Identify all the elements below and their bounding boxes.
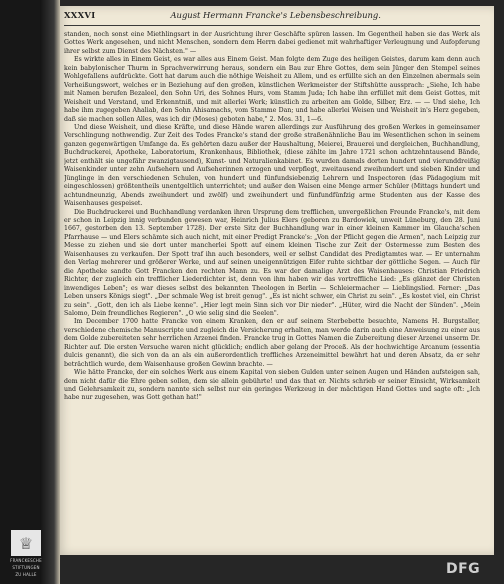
logo-line: STIFTUNGEN	[12, 565, 40, 570]
paragraph: Die Buchdruckerei und Buchhandlung verdanken ihren Ursprung dem trefflichen, unvergeßlichen Freunde Francke's, mit dem er schon in Leipzig innig verbunden gewesen war, Heinrich Julius Elers (geboren zu Bardowiek, unweit Lüneburg, den 28. Juni 1667, gestorben den 13. September 1728). Der erste Sitz der Buchhandlung war in einer kleinen Kammer im Glaucha'schen Pfarrhause — und Elers schämte sich auch nicht, mit einer Predigt Francke's: „Von der Pflicht gegen die Armen", nach Leipzig zur Messe zu ziehen und sie dort unter mancherlei Spott auf einem kleinen Tische zur Zeit der Ostermesse zum Besten des Waisenhauses zu verkaufen. Der Spott traf ihn auch besonders, weil er selbst Candidat des Predigtamtes war. — Er unternahm den Verlag mehrerer und größerer Werke, und auf seinen uneigennützigen Eifer ruhte sichtbar der göttliche Segen. — Auch für die Apotheke sandte Gott Francken den rechten Mann zu. Es war der damalige Arzt des Waisenhauses: Christian Friedrich Richter, der zugleich ein trefflicher Liederdichter ist, denn von ihm haben wir das vortreffliche Lied: „Es glänzet der Christen inwendiges Leben"; es war dieses selbst des bekannten Theologen in Berlin — Schleiermacher — Lieblingslied. Ferner: „Das Leben unsers Königs siegt". „Der schmale Weg ist breit genug". „Es ist nicht schwer, ein Christ zu sein". „Es kostet viel, ein Christ zu sein". „Gott, den ich als Liebe kenne". „Hier legt mein Sinn sich vor Dir nieder". „Hüter, wird die Nacht der Sünden". „Mein Salomo, Dein freundliches Regieren". „O wie selig sind die Seelen".	[64, 208, 480, 317]
book-gutter	[40, 0, 60, 584]
running-title: August Hermann Francke's Lebensbeschreibung.	[170, 10, 381, 20]
page-header	[64, 10, 480, 24]
paragraph: Im December 1700 hatte Francke von einem Kranken, den er auf seinem Sterbebette besuchte, Namens H. Burgstaller, verschiedene chemische Manuscripte und zugleich die Versicherung erhalten, man werde darin auch eine Anweisung zu einer aus dem Golde zubereiteten sehr herrlichen Arzenei finden. Francke trug in Gottes Namen die Zubereitung dieser Arzenei unserm Dr. Richter auf. Die ersten Versuche waren nicht glücklich; endlich aber gelang der Proceß. Als der hochwichtige Arcanum (essentia dulcis genannt), die sich von da an als ein außerordentlich treffliches Arzeneimittel bewährt hat und deren Absatz, da er sehr beträchtlich wurde, dem Waisenhause großen Gewinn brachte. —	[64, 318, 480, 368]
logo-line: ZU HALLE	[15, 572, 37, 577]
logo-line: FRANCKESCHE	[10, 558, 42, 563]
paragraph: standen, noch sonst eine Miethlingsart in der Ausrichtung ihrer Geschäfte spüren lassen. Im Gegentheil haben sie das Werk als Gottes Werk angesehen, und nicht Menschen, sondern dem Herrn dabei gedienet mit wahrhaftiger Verleugnung und Aufopferung ihrer selbst zum Dienst des Nächsten." —	[64, 31, 480, 55]
paragraph: Es wirkte alles in Einem Geist, es war alles aus Einem Geist. Man folgte dem Zuge des heiligen Geistes, darum kam denn auch kein babylonischer Thurm in Sprachverwirrung heraus, sondern ein Bau zur Ehre Gottes, dem sein Jünger den Stempel seines Wohlgefallens aufdrückte. Gott hat darum auch die nöthige Weisheit zu Allem, und es erfüllte sich an den Einzelnen abermals sein Verheißungswort, welches er in Beziehung auf den großen, künstlichen Werkmeister der Stiftshütte aussprach: „Siehe, Ich habe mit Namen berufen Bezaleel, den Sohn Uri, des Sohnes Hurs, vom Stamm Juda; Ich habe ihn erfüllet mit dem Geist Gottes, mit Weisheit und Verstand, und Erkenntniß, und mit allerlei Werk; künstlich zu arbeiten am Golde, Silber, Erz. — — Und siehe, Ich habe ihm zugegeben Ahaliab, den Sohn Ahisamachs, vom Stamme Dan; und habe allerlei Weisen und Weisheit in's Herz gegeben, daß sie machen sollen Alles, was ich dir (Moses) geboten habe," 2. Mos. 31, 1—6.	[64, 56, 480, 123]
crest-icon: ♕	[11, 530, 41, 556]
header-rule	[64, 25, 480, 26]
dfg-logo: DFG	[446, 561, 481, 577]
franckesche-stiftungen-logo	[6, 530, 46, 580]
page-body	[64, 31, 480, 547]
page-number: XXXVI	[64, 10, 96, 20]
paragraph: Wie hätte Francke, der ein solches Werk aus einem Kapital von sieben Gulden unter seinen Augen und Händen aufsteigen sah, dem nicht dafür die Ehre geben sollen, dem sie allein gebührte! und das that er. Nichts schrieb er seiner Einsicht, Wirksamkeit und Gelehrsamkeit zu, sondern nannte sich selbst nur ein geringes Werkzeug in der mächtigen Hand Gottes und sagte oft: „Ich habe nur zugesehen, was Gott gethan hat!"	[64, 369, 480, 402]
paragraph: Und diese Weisheit, und diese Kräfte, und diese Hände waren allerdings zur Ausführung des großen Werkes in gemeinsamer Verschlingung nothwendig. Zur Zeit des Todes Francke's stand der große straßenähnliche Bau im Wesentlichen schon in seinem ganzen gegenwärtigen Umfange da. Es gehörten dazu außer der Haushaltung, Meierei, Brauerei und dergleichen, Buchhandlung, Buchdruckerei, Apotheke, Laboratorium, Krankenhaus, Bibliothek, (diese zählte im Jahre 1721 schon achtzehntausend Bände, jetzt enthält sie ungefähr zwanzigtausend), Kunst- und Naturalienkabinet. Es wurden damals dorten hundert und vierunddreißig Waisenkinder unter zehn Aufsehern und Aufseherinnen erzogen und verpflegt, zweitausend zweihundert und sieben Kinder und Jünglinge in den verschiedenen Schulen, von hundert und fünfundsiebenzig Lehrern und Inspectoren (das Pädagogium mit eingeschlossen) größtentheils unentgeltlich unterrichtet; und außer den Waisen eine Menge armer Schüler (Mittags hundert und achtundneunzig, Abends zweihundert und zwölf) und zweihundert und fünfundfünfzig arme Studenten aus der Kasse des Waisenhauses gespeiset.	[64, 123, 480, 208]
